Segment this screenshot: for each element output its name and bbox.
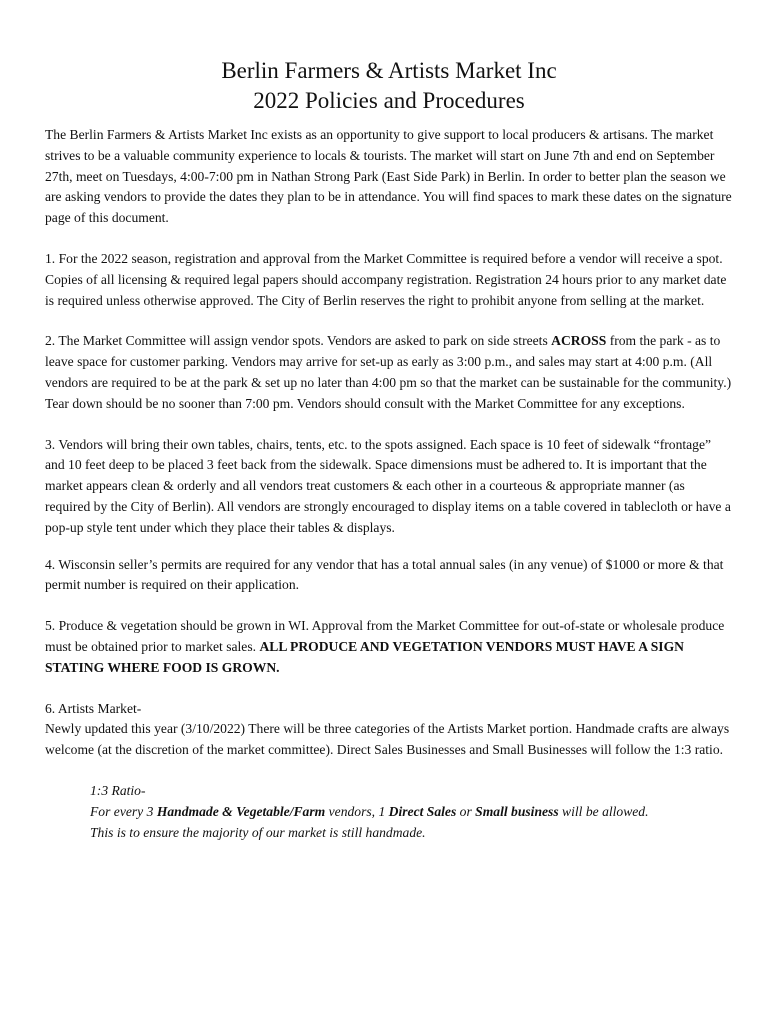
policy-item-1: 1. For the 2022 season, registration and approval from the Market Committee is required before a vendor will receive a spot. Copies of all licensing & required legal papers should accompany registration. Registration 24 hours prior to any market date is required unless otherwise approved. The City of Berlin reserves the right to prohibit anyone from selling at the market. bbox=[45, 250, 727, 308]
policy-item-5-text: 5. Produce & vegetation should be grown in WI. Approval from the Market Committee for out-of-state or wholesale produce must be obtained prior to market sales. bbox=[45, 618, 725, 654]
policy-item-3: 3. Vendors will bring their own tables, chairs, tents, etc. to the spots assigned. Each space is 10 feet of sidewalk “frontage” and 10 feet deep to be placed 3 feet back from the sidewalk. Space dimensions must be adhered to. It is important that the market appears clean & orderly and all vendors treat customers & each other in a courteous & appropriate manner (as required by the City of Berlin). All vendors are strongly encouraged to display items on a table covered in tablecloth or have a pop-up style tent under which they place their tables & displays. bbox=[45, 436, 731, 535]
ratio-heading: 1:3 Ratio- bbox=[90, 782, 146, 798]
ratio-bold-small-business: Small business bbox=[475, 803, 559, 819]
policy-item-5-emphasis: ALL PRODUCE AND VEGETATION VENDORS MUST HAVE A SIGN STATING WHERE FOOD IS GROWN. bbox=[45, 638, 684, 675]
ratio-text-4: will be allowed. bbox=[558, 803, 649, 819]
ratio-bold-direct-sales: Direct Sales bbox=[388, 803, 457, 819]
document-title bbox=[45, 56, 733, 116]
policy-item-6-body: Newly updated this year (3/10/2022) There will be three categories of the Artists Market portion. Handmade crafts are always welcome (at the discretion of the market committee). Direct Sales Businesses and Small Businesses will follow the 1:3 ratio. bbox=[45, 721, 730, 758]
intro-paragraph: The Berlin Farmers & Artists Market Inc exists as an opportunity to give support to local producers & artisans. The market strives to be a valuable community experience to locals & tourists. The market will start on June 7th and end on September 27th, meet on Tuesdays, 4:00-7:00 pm in Nathan Strong Park (East Side Park) in Berlin. In order to better plan the season we are asking vendors to provide the dates they plan to be in attendance. You will find spaces to mark these dates on the signature page of this document. bbox=[45, 127, 732, 226]
ratio-text-1: For every 3 bbox=[90, 803, 157, 819]
ratio-bold-handmade: Handmade & Vegetable/Farm bbox=[156, 803, 326, 819]
ratio-purpose: This is to ensure the majority of our market is still handmade. bbox=[90, 824, 426, 840]
ratio-text-3: or bbox=[456, 803, 476, 819]
ratio-block bbox=[90, 781, 733, 843]
policy-item-6-heading: 6. Artists Market- bbox=[45, 700, 142, 716]
policy-item-2-text-a: 2. The Market Committee will assign vendor spots. Vendors are asked to park on side streets bbox=[45, 333, 552, 349]
ratio-text-2: vendors, 1 bbox=[325, 803, 389, 819]
policy-item-2 bbox=[45, 331, 733, 414]
policy-item-6 bbox=[45, 699, 733, 761]
policy-item-4: 4. Wisconsin seller’s permits are required for any vendor that has a total annual sales (in any venue) of $1000 or more & that permit number is required on their application. bbox=[45, 556, 724, 593]
policy-item-2-emphasis: ACROSS bbox=[551, 333, 607, 349]
ratio-rule bbox=[90, 802, 733, 823]
policy-item-5 bbox=[45, 616, 733, 678]
title-line-1: Berlin Farmers & Artists Market Inc bbox=[221, 58, 557, 83]
policy-item-2-text-b: from the park - as to leave space for customer parking. Vendors may arrive for set-up as early as 3:00 p.m., and sales may start at 4:00 p.m. (All vendors are required to be at the park & set up no later than 4:00 pm so that the market can be sustainable for the community.) Tear down should be no sooner than 7:00 pm. Vendors should consult with the Market Committee for any exceptions. bbox=[45, 333, 732, 411]
title-line-2: 2022 Policies and Procedures bbox=[253, 88, 525, 113]
document-page bbox=[45, 56, 733, 843]
